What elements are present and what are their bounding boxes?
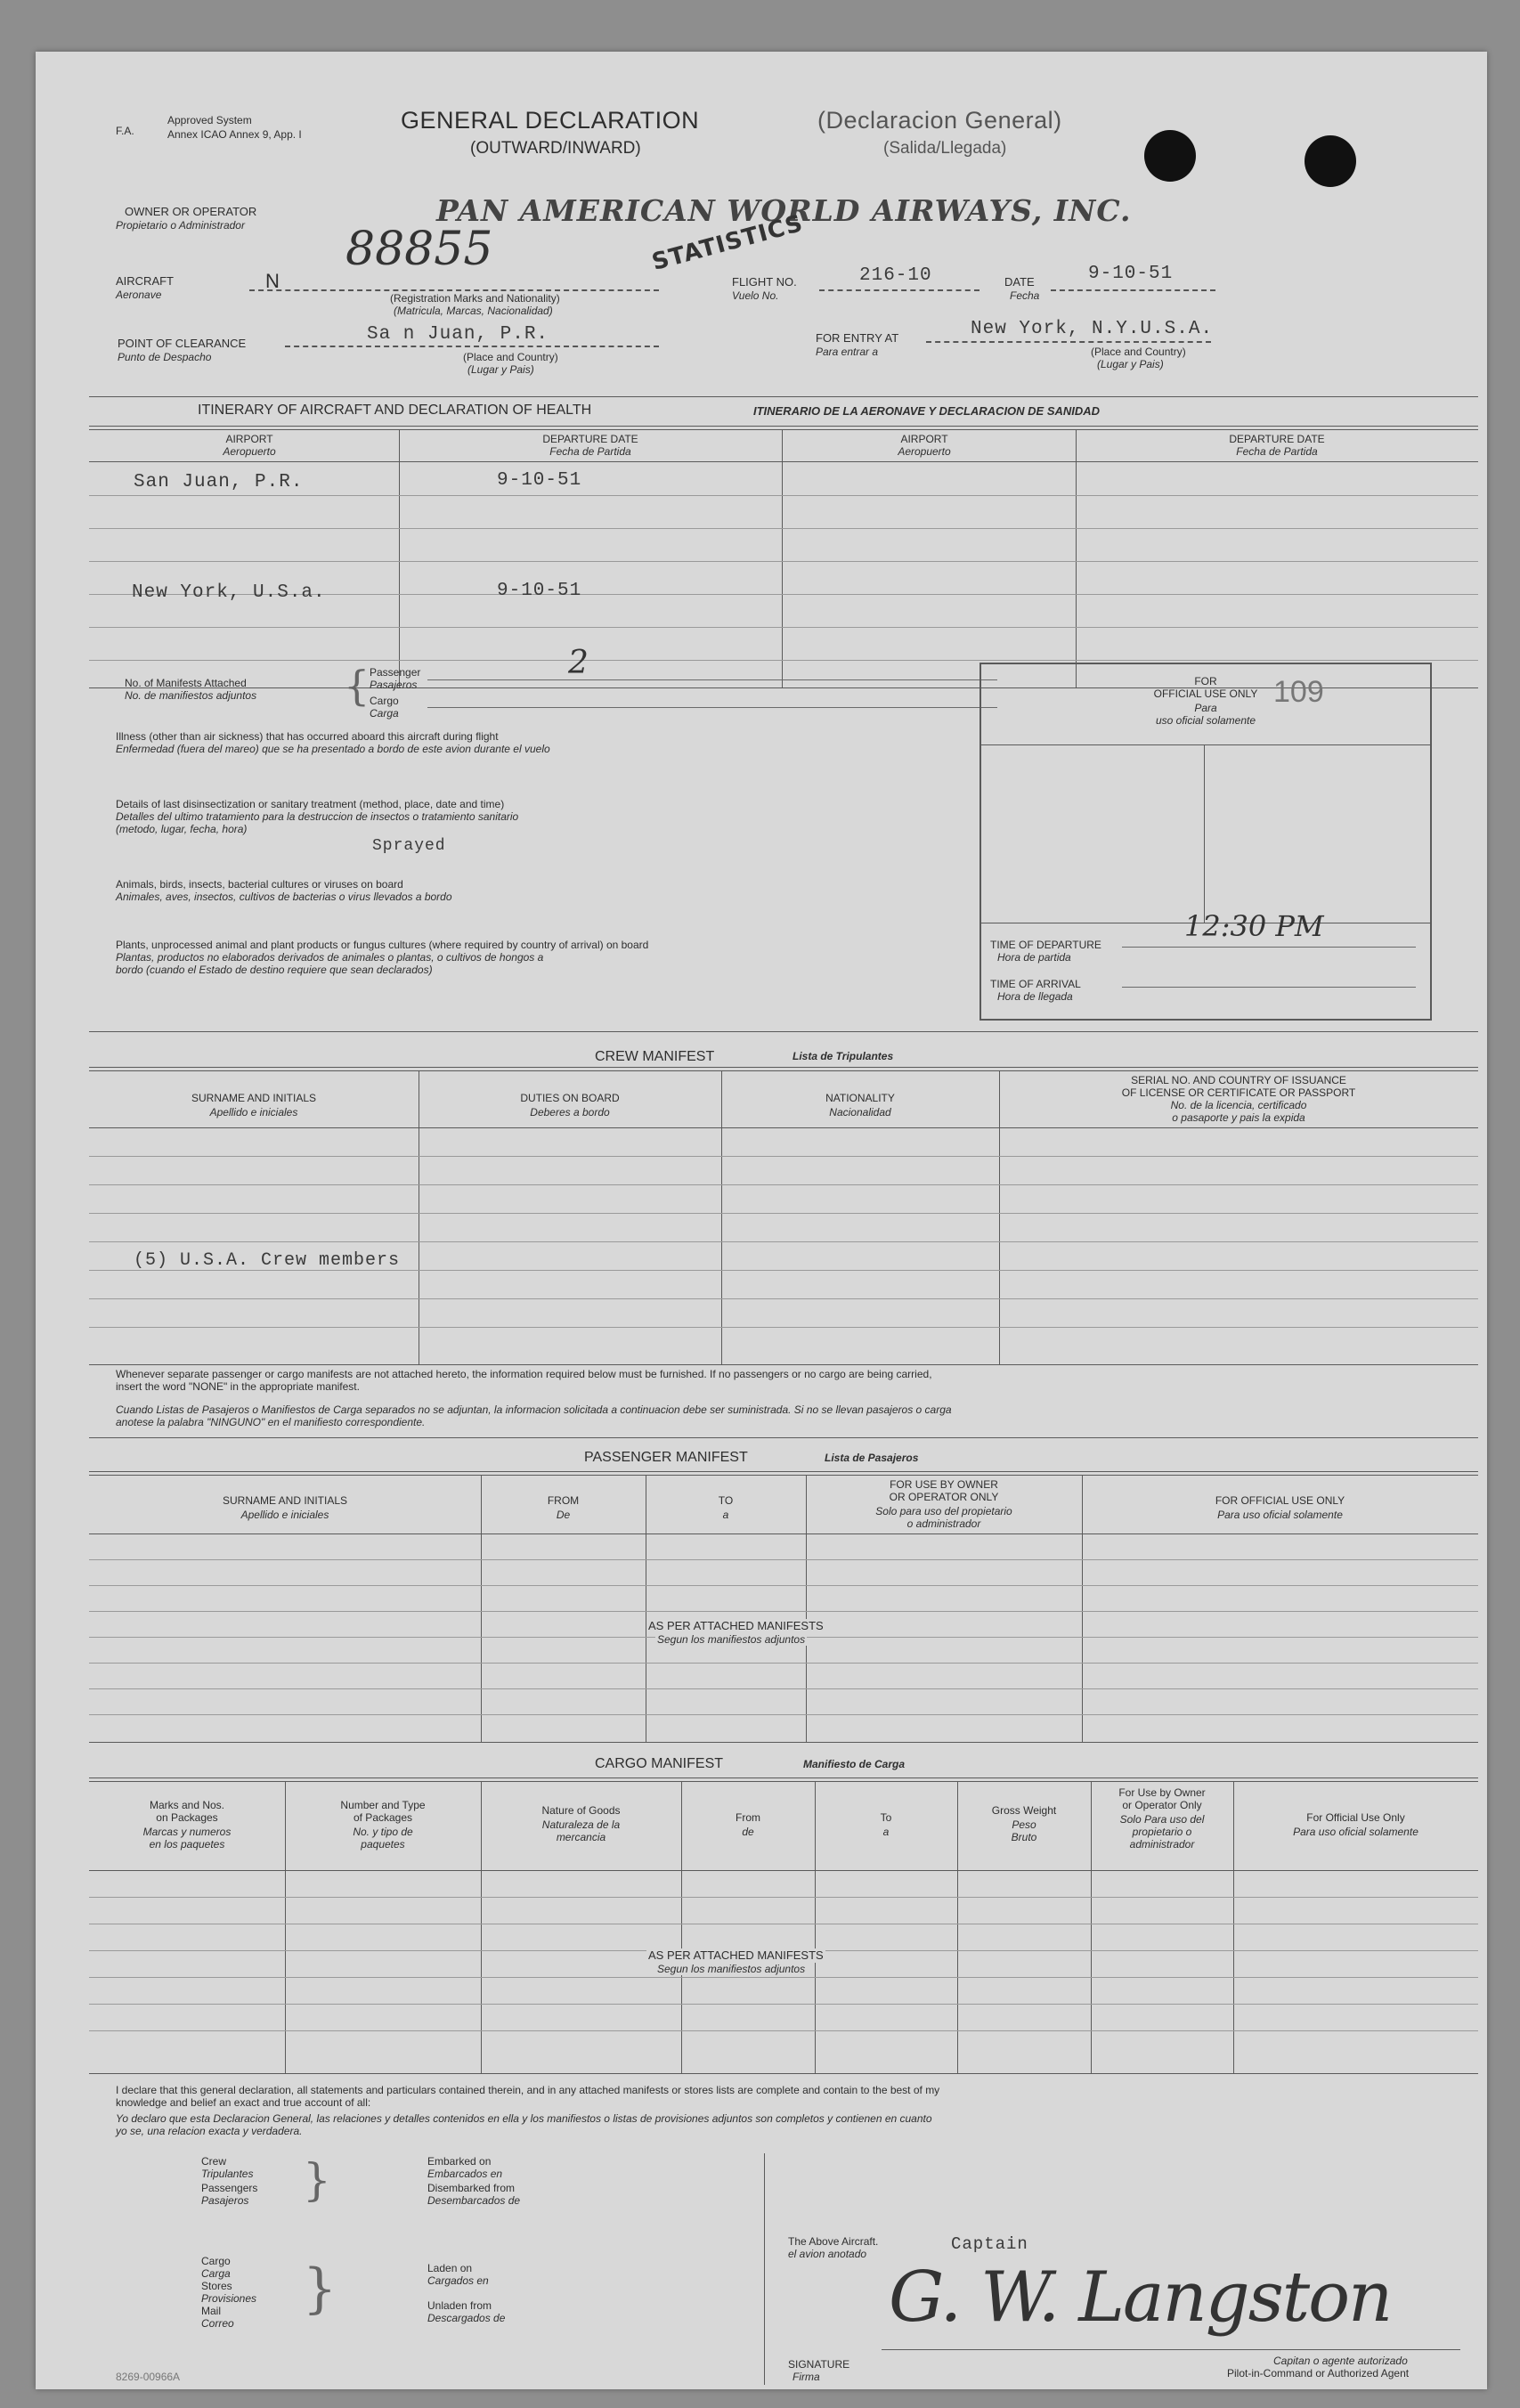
- icao-note: Annex ICAO Annex 9, App. I: [167, 128, 302, 141]
- departure-time-label-es: Hora de partida: [997, 951, 1071, 964]
- official-label-es: uso oficial solamente: [1155, 714, 1256, 727]
- cargo-col-owner-es: propietario o: [1132, 1826, 1192, 1838]
- cargo-col-weight-es: Bruto: [1011, 1831, 1037, 1843]
- owner-label: OWNER OR OPERATOR: [125, 205, 257, 218]
- declaration-text-es: Yo declaro que esta Declaracion General, las relaciones y detalles contenidos en ella y los manifiestos o listas de provisiones adjuntos son completos y contienen en cuanto: [116, 2112, 932, 2125]
- passenger-title: PASSENGER MANIFEST: [584, 1450, 748, 1465]
- decl-mail: Mail: [201, 2305, 222, 2317]
- date-label: DATE: [1004, 275, 1035, 289]
- decl-mail-es: Correo: [201, 2317, 234, 2330]
- form-number: 8269-00966A: [116, 2371, 181, 2383]
- date-line: [1051, 289, 1215, 291]
- manifest-note: Whenever separate passenger or cargo manifests are not attached hereto, the information required below must be furnished. If no passengers or no cargo are being carried,: [116, 1368, 932, 1380]
- punch-hole: [1144, 130, 1196, 182]
- cargo-col-from-es: de: [742, 1826, 754, 1838]
- plants-label-es: Plantas, productos no elaborados derivados de animales o plantas, o cultivos de hongos a: [116, 951, 544, 964]
- cargo-col-to-es: a: [882, 1826, 890, 1838]
- cargo-label: Cargo: [370, 695, 399, 707]
- aircraft-note-es: (Matricula, Marcas, Nacionalidad): [394, 305, 553, 317]
- cargo-col-owner: or Operator Only: [1122, 1799, 1202, 1811]
- cargo-label-es: Carga: [370, 707, 399, 720]
- fa-note: F.A.: [116, 125, 134, 137]
- declaration-text-es: yo se, una relacion exacta y verdadera.: [116, 2125, 303, 2137]
- manifests-label: No. of Manifests Attached: [125, 677, 247, 689]
- form-title-es: (Declaracion General): [817, 107, 1062, 134]
- crew-col-serial: SERIAL NO. AND COUNTRY OF ISSUANCE: [1131, 1074, 1346, 1086]
- itinerary-airport: San Juan, P.R.: [134, 472, 304, 492]
- crew-title-es: Lista de Tripulantes: [793, 1050, 894, 1062]
- passenger-col-to: TO: [718, 1494, 734, 1507]
- authorized-label-es: Capitan o agente autorizado: [1273, 2355, 1408, 2367]
- crew-title: CREW MANIFEST: [595, 1049, 715, 1064]
- cargo-col-weight-es: Peso: [1012, 1818, 1036, 1831]
- entry-note: (Place and Country): [1091, 346, 1186, 358]
- decl-stores: Stores: [201, 2280, 232, 2292]
- statistics-stamp: STATISTICS: [649, 209, 807, 277]
- cargo-col-packages-es: paquetes: [361, 1838, 405, 1851]
- approved-note: Approved System: [167, 114, 252, 126]
- crew-col-duties-es: Deberes a bordo: [530, 1106, 610, 1119]
- departure-time-label: TIME OF DEPARTURE: [990, 939, 1101, 951]
- animals-label: Animals, birds, insects, bacterial cultures or viruses on board: [116, 878, 403, 891]
- decl-disembarked-es: Desembarcados de: [427, 2194, 521, 2207]
- disinsect-value: Sprayed: [372, 837, 446, 855]
- cargo-col-nature: Nature of Goods: [541, 1804, 621, 1817]
- cargo-col-nature-es: Naturaleza de la: [541, 1818, 621, 1831]
- cargo-col-marks-es: Marcas y numeros: [142, 1826, 232, 1838]
- aircraft-line: [249, 289, 659, 291]
- plants-label-es2: bordo (cuando el Estado de destino requiere que sean declarados): [116, 964, 433, 976]
- cargo-col-owner-es: Solo Para uso del: [1119, 1813, 1205, 1826]
- clearance-note-es: (Lugar y Pais): [467, 363, 534, 376]
- entry-note-es: (Lugar y Pais): [1097, 358, 1164, 370]
- decl-passengers: Passengers: [201, 2182, 258, 2194]
- brace: }: [303, 2258, 337, 2320]
- passenger-col-surname-es: Apellido e iniciales: [240, 1509, 329, 1521]
- cargo-col-marks: on Packages: [156, 1811, 218, 1824]
- itinerary-date-header: DEPARTURE DATE: [542, 433, 638, 445]
- cargo-attached-es: Segun los manifiestos adjuntos: [657, 1963, 806, 1975]
- passenger-col-to-es: a: [722, 1509, 729, 1521]
- clearance-value: Sa n Juan, P.R.: [367, 324, 549, 345]
- entry-label-es: Para entrar a: [816, 346, 879, 358]
- owner-label-es: Propietario o Administrador: [116, 219, 245, 232]
- itinerary-title: ITINERARY OF AIRCRAFT AND DECLARATION OF HEALTH: [198, 403, 592, 418]
- decl-disembarked: Disembarked from: [427, 2182, 516, 2194]
- decl-unladen-es: Descargados de: [427, 2312, 506, 2324]
- manifest-note: insert the word "NONE" in the appropriate manifest.: [116, 1380, 360, 1393]
- flight-line: [819, 289, 979, 291]
- passenger-col-owner: FOR USE BY OWNER: [890, 1478, 998, 1491]
- aircraft-label-es: Aeronave: [116, 289, 162, 301]
- passenger-attached: AS PER ATTACHED MANIFESTS: [648, 1619, 824, 1632]
- decl-stores-es: Provisiones: [201, 2292, 257, 2305]
- aircraft-label: AIRCRAFT: [116, 274, 174, 288]
- itinerary-airport: New York, U.S.a.: [132, 582, 326, 603]
- official-label: OFFICIAL USE ONLY: [1153, 687, 1258, 700]
- entry-line: [926, 341, 1211, 343]
- cargo-col-official: For Official Use Only: [1306, 1811, 1405, 1824]
- crew-entry: (5) U.S.A. Crew members: [134, 1250, 401, 1271]
- captain-signature: G. W. Langston: [889, 2258, 1392, 2338]
- flight-number: 216-10: [859, 265, 932, 286]
- cargo-col-from: From: [736, 1811, 760, 1824]
- crew-col-surname: SURNAME AND INITIALS: [191, 1092, 317, 1104]
- authorized-label: Pilot-in-Command or Authorized Agent: [1227, 2367, 1410, 2380]
- decl-embarked: Embarked on: [427, 2155, 492, 2168]
- passenger-col-from: FROM: [547, 1494, 580, 1507]
- decl-unladen: Unladen from: [427, 2299, 492, 2312]
- disinsect-label-es2: (metodo, lugar, fecha, hora): [116, 823, 248, 835]
- clearance-label-es: Punto de Despacho: [118, 351, 212, 363]
- form-subtitle-es: (Salida/Llegada): [883, 139, 1007, 158]
- passenger-label: Passenger: [370, 666, 421, 679]
- passenger-col-owner-es: Solo para uso del propietario: [875, 1505, 1012, 1517]
- decl-passengers-es: Pasajeros: [201, 2194, 249, 2207]
- passenger-col-from-es: De: [556, 1509, 571, 1521]
- cargo-col-owner-es: administrador: [1129, 1838, 1195, 1851]
- declaration-text: I declare that this general declaration, all statements and particulars contained therein, and in any attached manifests or stores lists are complete and contain to the best of my: [116, 2084, 940, 2096]
- cargo-col-packages-es: No. y tipo de: [353, 1826, 413, 1838]
- punch-hole: [1305, 135, 1356, 187]
- manifests-label-es: No. de manifiestos adjuntos: [125, 689, 257, 702]
- illness-label: Illness (other than air sickness) that has occurred aboard this aircraft during flight: [116, 730, 499, 743]
- disinsect-label: Details of last disinsectization or sanitary treatment (method, place, date and time): [116, 798, 505, 810]
- decl-cargo-es: Carga: [201, 2267, 231, 2280]
- manifest-note-es: Cuando Listas de Pasajeros o Manifiestos de Carga separados no se adjuntan, la informacion solicitada a continuacion debe ser suministrada. Si no se llevan pasajeros o carga: [116, 1403, 952, 1416]
- form-subtitle: (OUTWARD/INWARD): [470, 139, 641, 158]
- aircraft-note: (Registration Marks and Nationality): [390, 292, 560, 305]
- cargo-col-nature-es: mercancia: [556, 1831, 606, 1843]
- arrival-time-label: TIME OF ARRIVAL: [990, 978, 1081, 990]
- cargo-col-official-es: Para uso oficial solamente: [1293, 1826, 1418, 1838]
- crew-col-serial-es: No. de la licencia, certificado: [1170, 1099, 1307, 1111]
- crew-col-surname-es: Apellido e iniciales: [209, 1106, 298, 1119]
- itinerary-date: 9-10-51: [497, 470, 582, 491]
- passenger-col-owner: OR OPERATOR ONLY: [889, 1491, 999, 1503]
- signature-label-es: Firma: [793, 2371, 820, 2383]
- passenger-label-es: Pasajeros: [370, 679, 418, 691]
- date-value: 9-10-51: [1088, 264, 1174, 284]
- aircraft-prefix: N: [265, 270, 280, 292]
- itinerary-airport-header-es: Aeropuerto: [223, 445, 276, 458]
- passenger-col-official: FOR OFFICIAL USE ONLY: [1215, 1494, 1345, 1507]
- date-label-es: Fecha: [1010, 289, 1040, 302]
- brace: {: [344, 662, 370, 710]
- decl-cargo: Cargo: [201, 2255, 231, 2267]
- itinerary-airport-header: AIRPORT: [225, 433, 273, 445]
- animals-label-es: Animales, aves, insectos, cultivos de bacterias o virus llevados a bordo: [116, 891, 452, 903]
- manifests-value: 2: [568, 645, 589, 681]
- cargo-col-owner: For Use by Owner: [1118, 1786, 1206, 1799]
- signature-label: SIGNATURE: [788, 2358, 850, 2371]
- decl-crew-es: Tripulantes: [201, 2168, 254, 2180]
- decl-laden-es: Cargados en: [427, 2274, 489, 2287]
- passenger-attached-es: Segun los manifiestos adjuntos: [657, 1633, 806, 1646]
- plants-label: Plants, unprocessed animal and plant products or fungus cultures (where required by country of arrival) on board: [116, 939, 649, 951]
- clearance-note: (Place and Country): [463, 351, 558, 363]
- itinerary-date-header: DEPARTURE DATE: [1229, 433, 1325, 445]
- aircraft-number: 88855: [345, 223, 493, 276]
- crew-col-serial: OF LICENSE OR CERTIFICATE OR PASSPORT: [1121, 1086, 1356, 1099]
- itinerary-airport-header: AIRPORT: [900, 433, 948, 445]
- passenger-col-official-es: Para uso oficial solamente: [1217, 1509, 1343, 1521]
- official-number: 109: [1273, 675, 1324, 709]
- above-aircraft-es: el avion anotado: [788, 2248, 867, 2260]
- itinerary-date-header-es: Fecha de Partida: [1236, 445, 1318, 458]
- entry-label: FOR ENTRY AT: [816, 331, 899, 345]
- captain-label: Captain: [951, 2234, 1028, 2254]
- decl-laden: Laden on: [427, 2262, 473, 2274]
- decl-crew: Crew: [201, 2155, 227, 2168]
- official-for: FOR: [1194, 675, 1217, 687]
- flight-label-es: Vuelo No.: [732, 289, 779, 302]
- clearance-line: [285, 346, 659, 347]
- flight-label: FLIGHT NO.: [732, 275, 797, 289]
- document-page: [36, 52, 1487, 2389]
- official-para: Para: [1194, 702, 1217, 714]
- cargo-title-es: Manifiesto de Carga: [803, 1758, 906, 1770]
- crew-col-duties: DUTIES ON BOARD: [520, 1092, 620, 1104]
- itinerary-airport-header-es: Aeropuerto: [898, 445, 951, 458]
- crew-col-serial-es: o pasaporte y pais la expida: [1172, 1111, 1305, 1124]
- arrival-time-label-es: Hora de llegada: [997, 990, 1073, 1003]
- passenger-col-surname: SURNAME AND INITIALS: [222, 1494, 348, 1507]
- cargo-col-packages: Number and Type: [340, 1799, 426, 1811]
- passenger-col-owner-es: o administrador: [906, 1517, 981, 1530]
- itinerary-title-es: ITINERARIO DE LA AERONAVE Y DECLARACION DE SANIDAD: [753, 404, 1101, 418]
- decl-embarked-es: Embarcados en: [427, 2168, 503, 2180]
- clearance-label: POINT OF CLEARANCE: [118, 337, 247, 350]
- cargo-attached: AS PER ATTACHED MANIFESTS: [648, 1948, 824, 1962]
- cargo-col-marks: Marks and Nos.: [149, 1799, 225, 1811]
- entry-value: New York, N.Y.U.S.A.: [971, 319, 1214, 339]
- cargo-title: CARGO MANIFEST: [595, 1756, 724, 1771]
- crew-col-nationality-es: Nacionalidad: [829, 1106, 891, 1119]
- owner-value: PAN AMERICAN WORLD AIRWAYS, INC.: [436, 193, 1132, 228]
- brace: }: [303, 2154, 331, 2206]
- crew-col-nationality: NATIONALITY: [825, 1092, 895, 1104]
- illness-label-es: Enfermedad (fuera del mareo) que se ha presentado a bordo de este avion durante el vuelo: [116, 743, 550, 755]
- departure-time-value: 12:30 PM: [1184, 909, 1324, 943]
- above-aircraft: The Above Aircraft.: [788, 2235, 879, 2248]
- disinsect-label-es: Detalles del ultimo tratamiento para la destruccion de insectos o tratamiento sanitario: [116, 810, 519, 823]
- cargo-col-packages: of Packages: [353, 1811, 413, 1824]
- manifest-note-es: anotese la palabra "NINGUNO" en el manifiesto correspondiente.: [116, 1416, 426, 1428]
- form-title: GENERAL DECLARATION: [401, 107, 700, 134]
- itinerary-date: 9-10-51: [497, 581, 582, 601]
- cargo-col-to: To: [880, 1811, 892, 1824]
- itinerary-date-header-es: Fecha de Partida: [549, 445, 631, 458]
- cargo-col-marks-es: en los paquetes: [149, 1838, 225, 1851]
- declaration-text: knowledge and belief an exact and true account of all:: [116, 2096, 371, 2109]
- cargo-col-weight: Gross Weight: [991, 1804, 1057, 1817]
- passenger-title-es: Lista de Pasajeros: [825, 1452, 919, 1464]
